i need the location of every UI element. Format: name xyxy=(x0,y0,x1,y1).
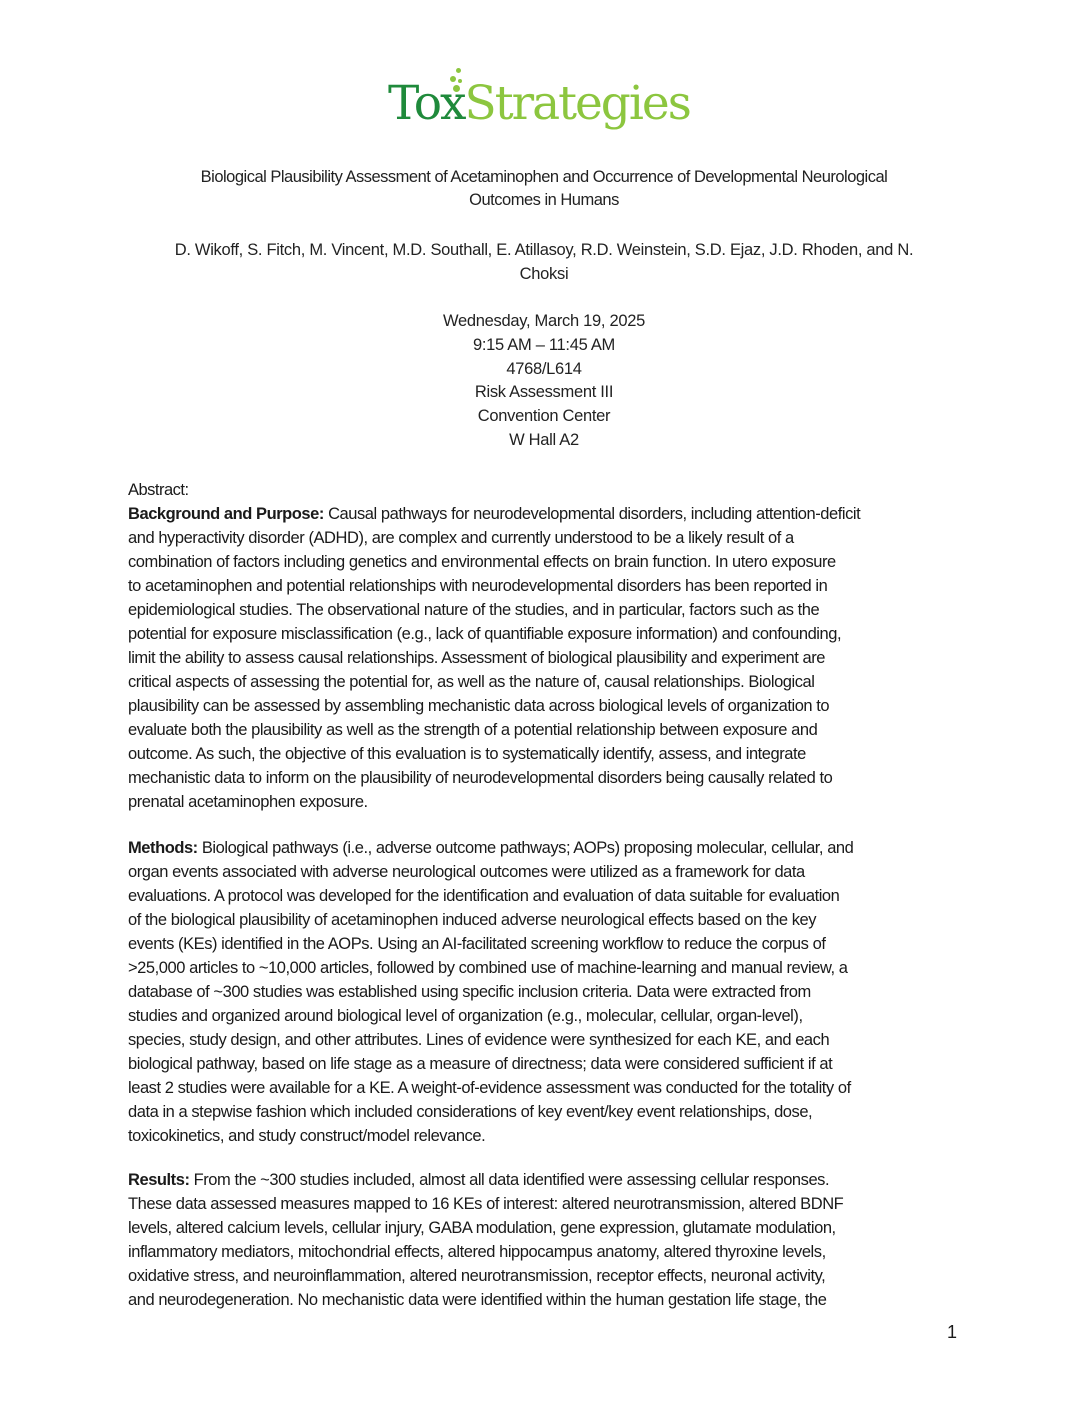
paragraph-line: database of ~300 studies was established using specific inclusion criteria. Data were extracted from xyxy=(128,983,811,1001)
paragraph-line: biological pathway, based on life stage as a measure of directness; data were considered sufficient if at xyxy=(128,1055,833,1073)
methods-section xyxy=(128,836,968,1148)
paragraph-line: inflammatory mediators, mitochondrial effects, altered hippocampus anatomy, altered thyroxine levels, xyxy=(128,1243,826,1261)
paragraph-line: least 2 studies were available for a KE. A weight-of-evidence assessment was conducted for the totality of xyxy=(128,1079,851,1097)
paragraph-line: events (KEs) identified in the AOPs. Using an AI-facilitated screening workflow to reduce the corpus of xyxy=(128,935,826,953)
author-list xyxy=(128,238,960,286)
toxstrategies-logo xyxy=(388,66,708,142)
session-date: Wednesday, March 19, 2025 xyxy=(443,312,645,330)
paragraph-line: prenatal acetaminophen exposure. xyxy=(128,793,368,811)
paragraph-line: oxidative stress, and neuroinflammation, altered neurotransmission, receptor effects, neuronal activity, xyxy=(128,1267,826,1285)
session-code: 4768/L614 xyxy=(506,359,582,378)
paragraph-line: data in a stepwise fashion which included considerations of key event/key event relationships, dose, xyxy=(128,1103,813,1121)
paragraph-line: and hyperactivity disorder (ADHD), are complex and currently understood to be a likely result of a xyxy=(128,529,794,547)
paragraph-line: evaluate both the plausibility as well as the strength of a potential relationship between exposure and xyxy=(128,721,818,739)
session-info xyxy=(128,310,960,453)
paragraph-line: of the biological plausibility of acetaminophen induced adverse neurological effects based on the key xyxy=(128,911,817,929)
methods-label: Methods: xyxy=(128,839,198,857)
paragraph-line: >25,000 articles to ~10,000 articles, followed by combined use of machine-learning and manual review, a xyxy=(128,959,848,977)
logo-text-tox: Tox xyxy=(388,76,465,131)
paragraph-line: mechanistic data to inform on the plausibility of neurodevelopmental disorders being causally related to xyxy=(128,769,833,787)
paragraph-line: and neurodegeneration. No mechanistic data were identified within the human gestation life stage, the xyxy=(128,1291,827,1309)
paragraph-line: Causal pathways for neurodevelopmental disorders, including attention-deficit xyxy=(323,505,861,523)
page-number: 1 xyxy=(947,1322,958,1342)
session-time: 9:15 AM – 11:45 AM xyxy=(473,335,615,354)
paragraph-line: studies and organized around biological level of organization (e.g., molecular, cellular, organ-level), xyxy=(128,1007,803,1025)
title-line: Outcomes in Humans xyxy=(469,191,619,209)
paragraph-line: critical aspects of assessing the potential for, as well as the nature of, causal relationships. Biological xyxy=(128,673,815,691)
session-name: Risk Assessment III xyxy=(474,383,614,402)
title-line: Biological Plausibility Assessment of Acetaminophen and Occurrence of Developmental Neurological xyxy=(200,168,888,186)
background-section xyxy=(128,502,968,814)
paragraph-line: From the ~300 studies included, almost all data identified were assessing cellular responses. xyxy=(189,1171,830,1189)
session-venue: Convention Center xyxy=(477,407,611,426)
paragraph-line: outcome. As such, the objective of this evaluation is to systematically identify, assess, and integrate xyxy=(128,745,806,763)
paragraph-line: Biological pathways (i.e., adverse outcome pathways; AOPs) proposing molecular, cellular, and xyxy=(197,839,854,857)
paragraph-line: epidemiological studies. The observational nature of the studies, and in particular, factors such as the xyxy=(128,601,820,619)
authors-line: D. Wikoff, S. Fitch, M. Vincent, M.D. Southall, E. Atillasoy, R.D. Weinstein, S.D. Ejaz, J.D. Rhoden, and N. xyxy=(174,241,914,259)
paragraph-line: These data assessed measures mapped to 16 KEs of interest: altered neurotransmission, altered BDNF xyxy=(128,1195,844,1213)
paragraph-line: limit the ability to assess causal relationships. Assessment of biological plausibility and experiment are xyxy=(128,649,825,667)
paragraph-line: evaluations. A protocol was developed for the identification and evaluation of data suitable for evaluation xyxy=(128,887,840,905)
paragraph-line: species, study design, and other attributes. Lines of evidence were synthesized for each KE, and each xyxy=(128,1031,830,1049)
paragraph-line: plausibility can be assessed by assembling mechanistic data across biological levels of organization to xyxy=(128,697,830,715)
results-section xyxy=(128,1168,968,1312)
document-title xyxy=(128,166,960,212)
paragraph-line: potential for exposure misclassification (e.g., lack of quantifiable exposure information) and confounding, xyxy=(128,625,842,643)
paragraph-line: combination of factors including genetics and environmental effects on brain function. In utero exposure xyxy=(128,553,836,571)
session-room: W Hall A2 xyxy=(509,430,579,449)
logo-text-strategies: Strategies xyxy=(464,76,690,131)
background-label: Background and Purpose: xyxy=(128,505,324,523)
paragraph-line: toxicokinetics, and study construct/model relevance. xyxy=(128,1127,486,1145)
paragraph-line: organ events associated with adverse neurological outcomes were utilized as a framework for data xyxy=(128,863,805,881)
paragraph-line: levels, altered calcium levels, cellular injury, GABA modulation, gene expression, glutamate modulation, xyxy=(128,1219,836,1237)
paragraph-line: to acetaminophen and potential relationships with neurodevelopmental disorders has been reported in xyxy=(128,577,828,595)
logo-dot-icon xyxy=(456,68,461,73)
abstract-heading: Abstract: xyxy=(128,481,189,499)
results-label: Results: xyxy=(128,1171,190,1189)
authors-line: Choksi xyxy=(519,265,569,283)
